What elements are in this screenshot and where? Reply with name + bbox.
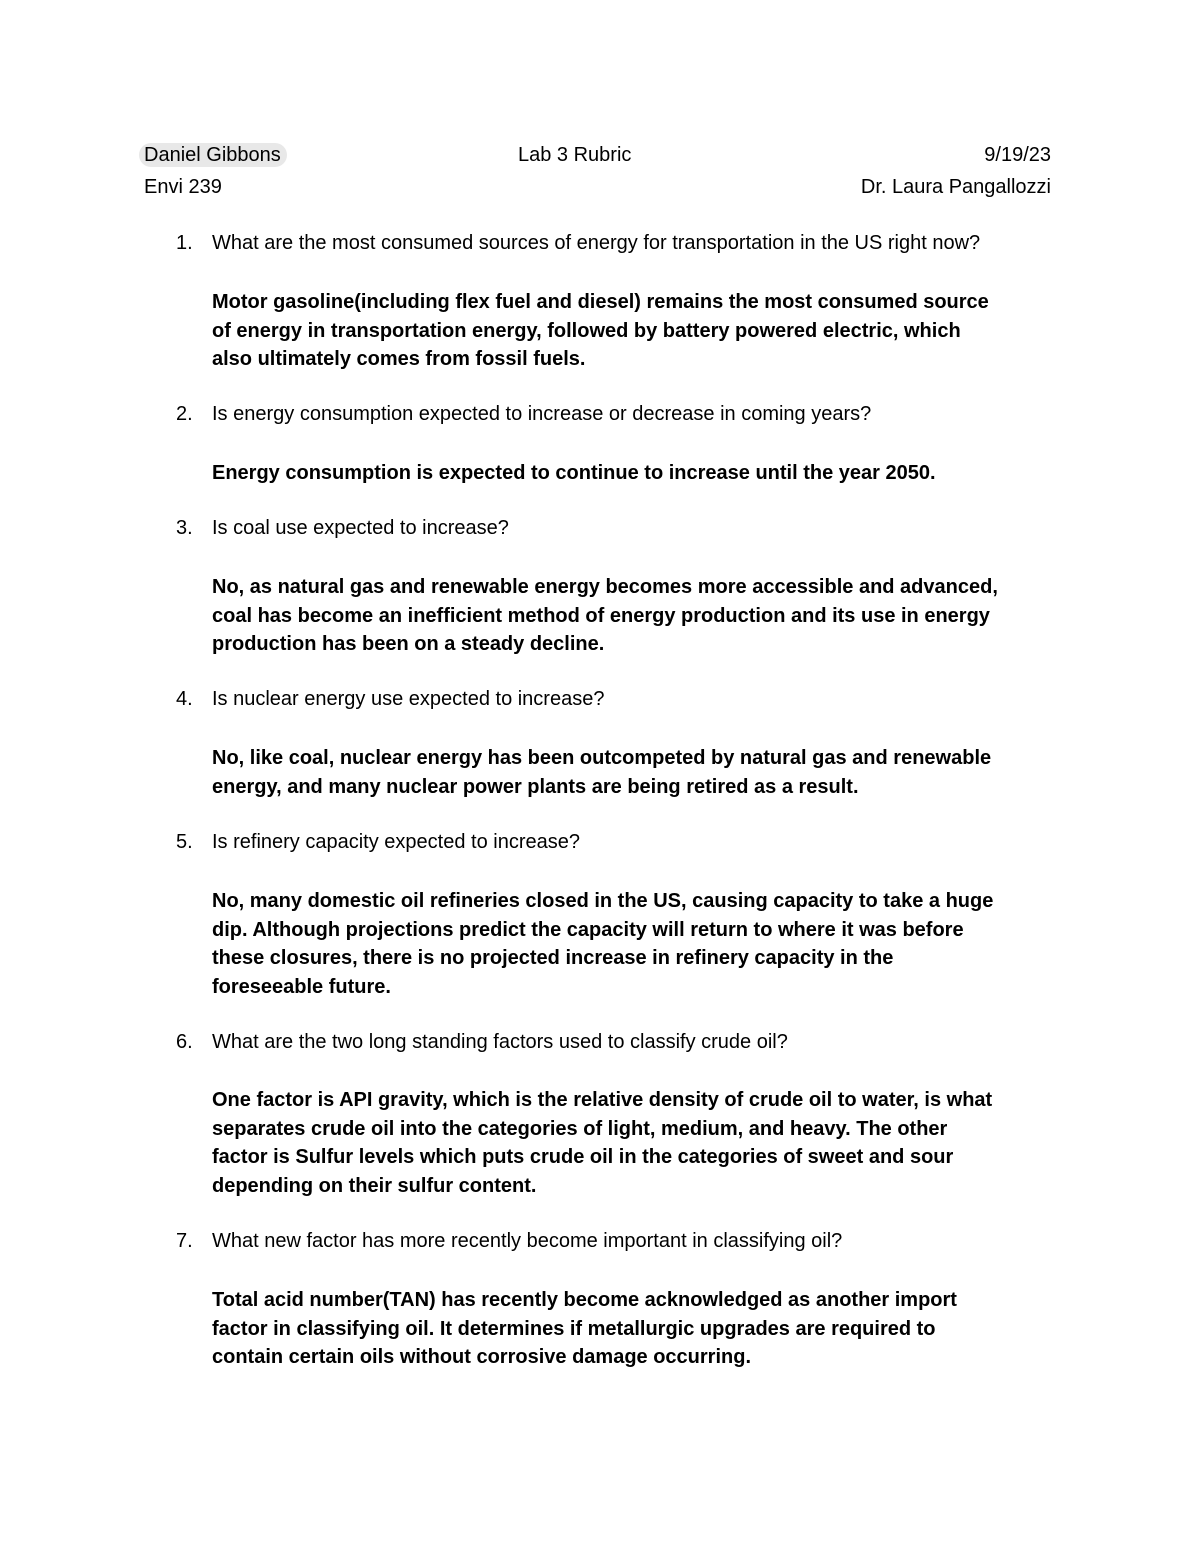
answer-text <box>212 887 1072 1001</box>
document-date: 9/19/23 <box>984 144 1051 166</box>
question-number: 5. <box>176 831 193 853</box>
answer-line: dip. Although projections predict the capacity will return to where it was before <box>212 918 964 941</box>
answer-line: production has been on a steady decline. <box>212 633 605 655</box>
answer-line: No, as natural gas and renewable energy becomes more accessible and advanced, <box>212 576 998 598</box>
answer-line: foreseeable future. <box>212 975 391 998</box>
answer-text <box>212 744 1072 801</box>
course-code: Envi 239 <box>144 176 222 198</box>
question-text: What are the most consumed sources of energy for transportation in the US right now? <box>212 232 981 254</box>
answer-line: Total acid number(TAN) has recently become acknowledged as another import <box>212 1289 957 1311</box>
question-number: 6. <box>176 1031 193 1053</box>
answer-line: Motor gasoline(including flex fuel and diesel) remains the most consumed source <box>212 291 989 313</box>
answer-line: these closures, there is no projected increase in refinery capacity in the <box>212 947 894 969</box>
answer-line: separates crude oil into the categories of light, medium, and heavy. The other <box>212 1117 948 1140</box>
question-number: 2. <box>176 403 193 425</box>
question-text: What new factor has more recently become important in classifying oil? <box>212 1230 843 1252</box>
answer-line: No, many domestic oil refineries closed in the US, causing capacity to take a huge <box>212 890 994 912</box>
answer-line: also ultimately comes from fossil fuels. <box>212 348 586 370</box>
header-row-1 <box>144 143 1051 167</box>
header-row-2 <box>144 175 1051 199</box>
question-text: Is coal use expected to increase? <box>212 517 509 539</box>
answer-text <box>212 459 1072 488</box>
question-text: Is nuclear energy use expected to increase? <box>212 688 605 710</box>
instructor-name: Dr. Laura Pangallozzi <box>860 176 1051 198</box>
answer-text <box>212 1286 1072 1372</box>
answer-text <box>212 288 1072 374</box>
answer-line: of energy in transportation energy, followed by battery powered electric, which <box>212 319 961 342</box>
answer-line: contain certain oils without corrosive damage occurring. <box>212 1346 752 1368</box>
answer-text <box>212 573 1072 659</box>
document-title: Lab 3 Rubric <box>518 144 632 166</box>
answer-line: factor in classifying oil. It determines if metallurgic upgrades are required to <box>212 1317 936 1340</box>
answer-line: One factor is API gravity, which is the relative density of crude oil to water, is what <box>212 1089 993 1111</box>
question-number: 1. <box>176 232 193 254</box>
question-text: Is energy consumption expected to increase or decrease in coming years? <box>212 403 872 425</box>
question-text: Is refinery capacity expected to increase? <box>212 831 580 853</box>
question-number: 3. <box>176 517 193 539</box>
answer-line: energy, and many nuclear power plants are being retired as a result. <box>212 775 859 798</box>
answer-line: No, like coal, nuclear energy has been outcompeted by natural gas and renewable <box>212 747 992 769</box>
question-number: 7. <box>176 1230 193 1252</box>
question-text: What are the two long standing factors used to classify crude oil? <box>212 1031 788 1053</box>
answer-text <box>212 1086 1072 1200</box>
answer-line: depending on their sulfur content. <box>212 1174 537 1197</box>
answer-line: factor is Sulfur levels which puts crude oil in the categories of sweet and sour <box>212 1146 954 1168</box>
answer-line: coal has become an inefficient method of energy production and its use in energy <box>212 604 990 627</box>
student-name-chip[interactable]: Daniel Gibbons <box>139 143 287 167</box>
question-number: 4. <box>176 688 193 710</box>
answer-line: Energy consumption is expected to continue to increase until the year 2050. <box>212 462 936 484</box>
